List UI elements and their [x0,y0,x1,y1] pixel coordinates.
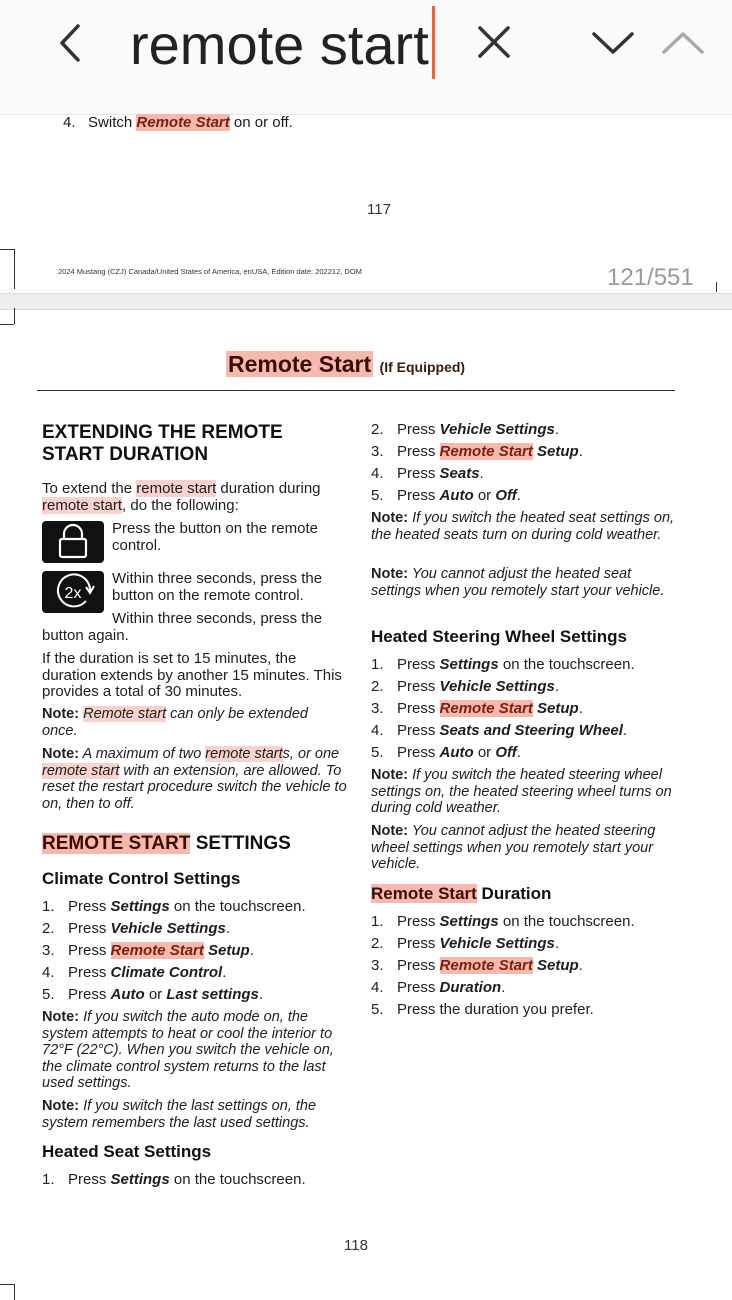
title-divider [37,390,675,391]
section-heading: EXTENDING THE REMOTE START DURATION [42,422,283,465]
lock-icon [42,521,104,563]
chevron-down-icon [588,18,638,68]
list-item: 2. Press Vehicle Settings. [371,935,559,952]
list-item: 1. Press Settings on the touchscreen. [42,1171,306,1188]
subsection-heading: Climate Control Settings [42,869,241,888]
crop-mark [0,249,14,250]
next-match-button[interactable] [588,18,638,68]
step-text: Within three seconds, press the button again. [42,610,323,644]
list-item: 4. Press Seats and Steering Wheel. [371,722,628,739]
search-highlight: Remote Start [439,443,533,460]
search-highlight: Remote Start [371,884,477,903]
close-icon [470,18,520,68]
list-item: 3. Press Remote Start Setup. [42,942,254,959]
paragraph: If the duration is set to 15 minutes, the duration extends by another 15 minutes. This provides a total of 30 minutes. [42,650,342,700]
search-highlight: Remote Start [439,700,533,717]
list-item: 1. Press Settings on the touchscreen. [371,656,635,673]
press-twice-icon [42,571,104,613]
list-item: 5. Press Auto or Last settings. [42,986,264,1003]
search-highlight: REMOTE START [42,833,191,854]
crop-mark [716,282,717,292]
list-item: 1. Press Settings on the touchscreen. [42,898,306,915]
note: Note: You cannot adjust the heated steering wheel settings when you remotely start your vehicle. [371,823,656,872]
list-item: 4. Switch Remote Start on or off. [63,114,293,131]
search-highlight: Remote Start [439,957,533,974]
list-item: 3. Press Remote Start Setup. [371,957,583,974]
list-item: 5. Press Auto or Off. [371,487,521,504]
page-separator [0,293,732,310]
search-highlight: Remote Start [136,114,230,131]
back-arrow-icon [52,18,96,68]
list-item: 2. Press Vehicle Settings. [42,920,230,937]
search-highlight: Remote start [83,706,167,722]
section-heading: REMOTE START SETTINGS [42,833,291,854]
list-item: 4. Press Climate Control. [42,964,227,981]
edition-footer: 2024 Mustang (CZJ) Canada/United States of America, enUSA, Edition date: 202212, DOM [58,267,362,276]
note: Note: A maximum of two remote starts, or one remote start with an extension, are allowed. To reset the restart procedure switch the vehicle to on, then to off. [42,746,347,812]
clear-search-button[interactable] [470,18,520,68]
step-text: Within three seconds, press the button on the remote control. [112,570,323,604]
crop-mark [14,308,15,324]
paragraph: To extend the remote start duration during remote start, do the following: [42,480,321,514]
page-number: 118 [344,1237,368,1254]
list-item: 2. Press Vehicle Settings. [371,421,559,438]
crop-mark [0,1284,14,1285]
page-title: Remote Start (If Equipped) [228,351,466,377]
crop-mark [14,249,15,289]
chevron-up-icon [658,18,708,68]
list-item: 3. Press Remote Start Setup. [371,700,583,717]
search-highlight: remote start [205,746,283,762]
note: Note: If you switch the heated seat settings on, the heated seats turn on during cold weather. [371,510,675,543]
list-item: 5. Press Auto or Off. [371,744,521,761]
page-counter: 121/551 [607,264,694,291]
press-twice-image [42,571,104,613]
crop-mark [14,1284,15,1300]
list-item: 4. Press Seats. [371,465,484,482]
previous-match-button[interactable] [658,18,708,68]
note: Note: If you switch the heated steering wheel settings on, the heated steering wheel turns on during cold weather. [371,767,672,816]
note: Note: If you switch the last settings on, the system remembers the last used settings. [42,1098,317,1131]
search-input[interactable]: remote start [130,13,429,76]
note: Note: Remote start can only be extended once. [42,706,308,739]
list-item: 5. Press the duration you prefer. [371,1001,594,1018]
subsection-heading: Heated Seat Settings [42,1142,212,1161]
search-highlight: Remote Start [110,942,204,959]
search-highlight: Remote Start [228,351,372,377]
back-button[interactable] [52,18,96,68]
list-item: 3. Press Remote Start Setup. [371,443,583,460]
step-text: Press the button on the remote control. [112,520,318,554]
text-cursor [432,6,435,79]
search-highlight: remote start [42,496,123,514]
page-number: 117 [367,201,391,218]
search-toolbar [0,0,732,115]
list-item: 1. Press Settings on the touchscreen. [371,913,635,930]
list-item: 2. Press Vehicle Settings. [371,678,559,695]
remote-lock-button-image [42,521,104,563]
note: Note: You cannot adjust the heated seat settings when you remotely start your vehicle. [371,566,665,599]
svg-text:2x: 2x [64,585,82,602]
search-highlight: remote start [136,480,217,497]
search-highlight: remote start [42,762,120,779]
subsection-heading: Heated Steering Wheel Settings [371,627,627,646]
subsection-heading: Remote Start Duration [371,884,552,903]
crop-mark [0,324,14,325]
list-item: 4. Press Duration. [371,979,506,996]
note: Note: If you switch the auto mode on, the system attempts to heat or cool the interior to 72°F (22°C). When you switch the vehicle on, the climate control system returns to the last used settings. [42,1009,334,1091]
